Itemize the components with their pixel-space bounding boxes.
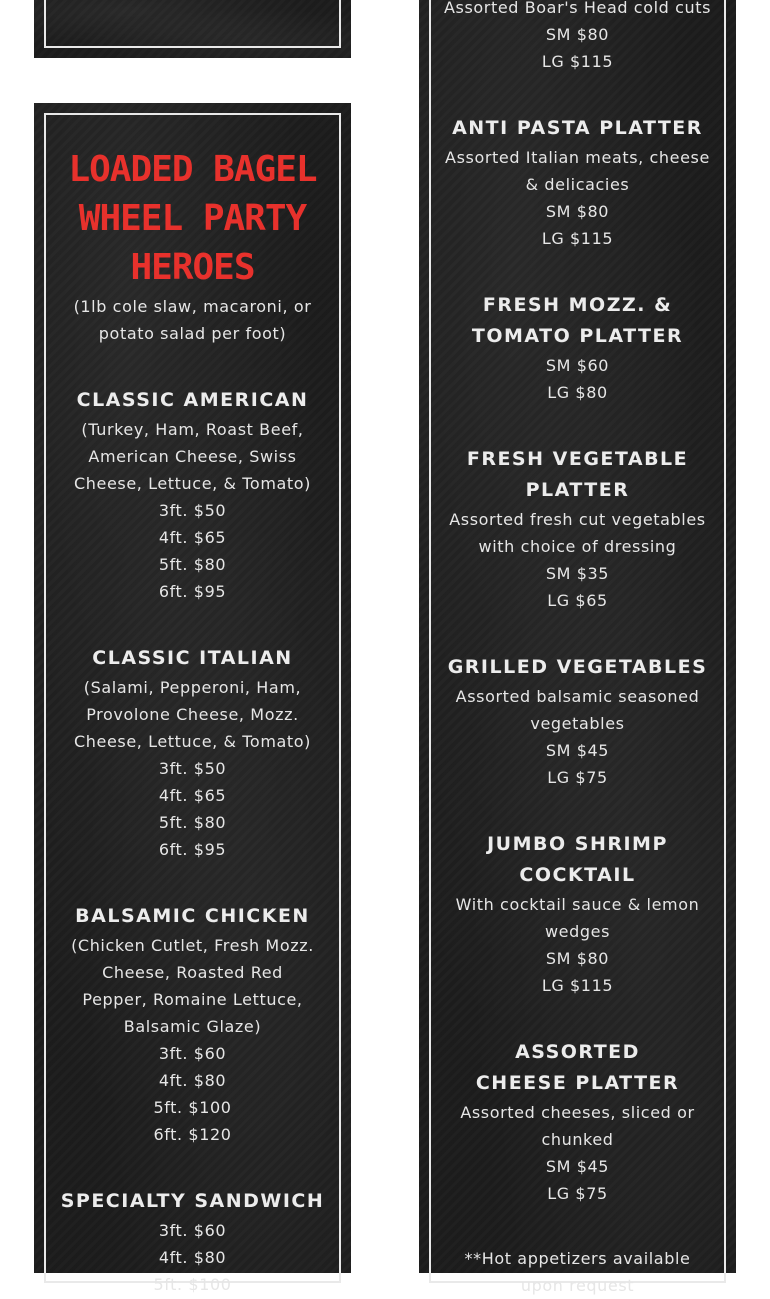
item-name: ANTI PASTA PLATTER — [452, 117, 703, 139]
item-price: LG $115 — [541, 976, 614, 995]
item-name: GRILLED VEGETABLES — [447, 656, 708, 678]
item-price: 4ft. $65 — [158, 528, 227, 547]
item-price: 5ft. $100 — [153, 1275, 232, 1294]
item-price: 5ft. $100 — [153, 1098, 232, 1117]
item-price: 3ft. $60 — [158, 1221, 227, 1240]
item-price: 5ft. $80 — [158, 813, 227, 832]
item-price: LG $65 — [547, 591, 608, 610]
item-price: 4ft. $65 — [158, 786, 227, 805]
item-description: With cocktail sauce & lemon wedges — [455, 895, 700, 941]
item-description: (Chicken Cutlet, Fresh Mozz. Cheese, Roasted Red Pepper, Romaine Lettuce, Balsamic Glaze) — [71, 936, 314, 1036]
item-price: LG $80 — [547, 383, 608, 402]
section-title: LOADED BAGEL WHEEL PARTY HEROES — [68, 149, 317, 288]
item-name: ASSORTED CHEESE PLATTER — [475, 1041, 680, 1094]
item-description: Assorted fresh cut vegetables with choice of dressing — [449, 510, 706, 556]
item-price: SM $60 — [545, 356, 610, 375]
footnote: **Hot appetizers available upon request — [464, 1249, 691, 1295]
platters-column — [439, 0, 716, 1299]
item-name: CLASSIC ITALIAN — [92, 647, 293, 669]
item-name: FRESH VEGETABLE PLATTER — [466, 448, 689, 501]
item-price: 3ft. $50 — [158, 759, 227, 778]
item-price: 3ft. $60 — [158, 1044, 227, 1063]
heroes-column — [54, 145, 331, 1298]
item-name: SPECIALTY SANDWICH — [60, 1190, 325, 1212]
item-price: SM $80 — [545, 202, 610, 221]
item-price: LG $115 — [541, 52, 614, 71]
item-price: LG $75 — [547, 768, 608, 787]
item-price: 5ft. $80 — [158, 555, 227, 574]
item-price: 6ft. $120 — [153, 1125, 232, 1144]
item-name: BALSAMIC CHICKEN — [75, 905, 310, 927]
menu-board-top-left-partial — [34, 0, 351, 58]
item-price: 6ft. $95 — [158, 840, 227, 859]
item-description: Assorted cheeses, sliced or chunked — [460, 1103, 695, 1149]
menu-board-platters — [419, 0, 736, 1295]
item-description: Assorted balsamic seasoned vegetables — [455, 687, 700, 733]
chalk-frame — [44, 0, 341, 48]
item-price: SM $80 — [545, 949, 610, 968]
item-price: LG $75 — [547, 1184, 608, 1203]
item-description: (Turkey, Ham, Roast Beef, American Cheese, Swiss Cheese, Lettuce, & Tomato) — [73, 420, 312, 493]
item-name: FRESH MOZZ. & TOMATO PLATTER — [471, 294, 684, 347]
item-price: SM $45 — [545, 741, 610, 760]
menu-board-heroes — [34, 103, 351, 1294]
item-description: Assorted Boar's Head cold cuts — [443, 0, 712, 17]
item-price: 3ft. $50 — [158, 501, 227, 520]
item-price: 4ft. $80 — [158, 1071, 227, 1090]
item-description: (Salami, Pepperoni, Ham, Provolone Cheese, Mozz. Cheese, Lettuce, & Tomato) — [73, 678, 312, 751]
item-price: SM $45 — [545, 1157, 610, 1176]
item-price: SM $80 — [545, 25, 610, 44]
section-subtitle: (1lb cole slaw, macaroni, or potato salad per foot) — [73, 297, 312, 343]
item-name: JUMBO SHRIMP COCKTAIL — [487, 833, 668, 886]
item-price: 4ft. $80 — [158, 1248, 227, 1267]
item-price: 6ft. $95 — [158, 582, 227, 601]
item-name: CLASSIC AMERICAN — [76, 389, 309, 411]
item-price: SM $35 — [545, 564, 610, 583]
item-description: Assorted Italian meats, cheese & delicacies — [445, 148, 710, 194]
item-price: LG $115 — [541, 229, 614, 248]
